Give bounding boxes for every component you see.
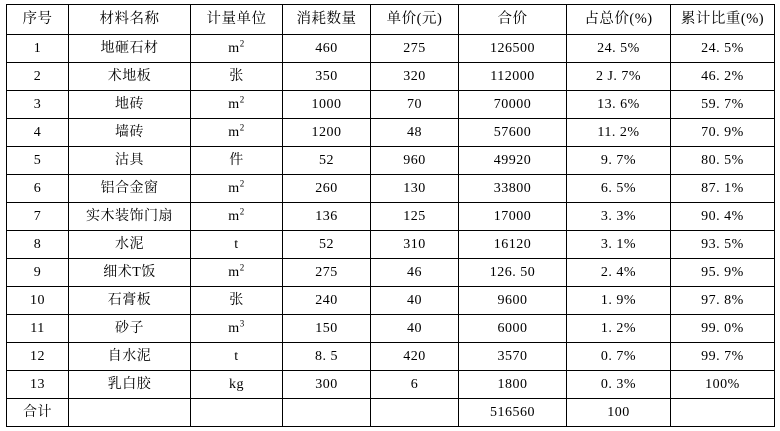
cell-unit-exponent: 2	[239, 94, 245, 105]
cell-percent: 1. 2%	[567, 315, 671, 343]
cell-unit	[191, 231, 283, 259]
total-quantity-blank	[283, 399, 371, 427]
cell-percent: 11. 2%	[567, 119, 671, 147]
cell-unit	[191, 371, 283, 399]
table-row	[7, 231, 775, 259]
cell-cumulative: 59. 7%	[671, 91, 775, 119]
cell-unit-base: m	[228, 124, 240, 140]
cell-percent: 3. 3%	[567, 203, 671, 231]
cell-amount: 126500	[459, 35, 567, 63]
cell-amount: 57600	[459, 119, 567, 147]
cell-percent: 1. 9%	[567, 287, 671, 315]
material-consumption-table	[6, 4, 775, 427]
cell-no: 13	[7, 371, 69, 399]
cell-no: 3	[7, 91, 69, 119]
cell-amount: 49920	[459, 147, 567, 175]
cell-unit-base: 张	[229, 68, 244, 84]
column-header-no: 序号	[7, 5, 69, 35]
cell-unit-exponent: 3	[239, 318, 245, 329]
cell-unit	[191, 287, 283, 315]
cell-quantity: 1200	[283, 119, 371, 147]
table-row	[7, 175, 775, 203]
cell-unit-exponent: 2	[239, 38, 245, 49]
column-header-unit: 计量单位	[191, 5, 283, 35]
cell-percent: 9. 7%	[567, 147, 671, 175]
cell-unit-exponent: 2	[239, 178, 245, 189]
total-amount: 516560	[459, 399, 567, 427]
table-row	[7, 147, 775, 175]
cell-amount: 33800	[459, 175, 567, 203]
cell-unit	[191, 35, 283, 63]
cell-no: 1	[7, 35, 69, 63]
column-header-percent: 占总价(%)	[567, 5, 671, 35]
table-row	[7, 315, 775, 343]
cell-amount: 17000	[459, 203, 567, 231]
cell-unit-exponent: 2	[239, 122, 245, 133]
cell-quantity: 136	[283, 203, 371, 231]
cell-quantity: 8. 5	[283, 343, 371, 371]
table-row	[7, 371, 775, 399]
cell-price: 420	[371, 343, 459, 371]
table-header-row	[7, 5, 775, 35]
cell-amount: 3570	[459, 343, 567, 371]
cell-unit	[191, 343, 283, 371]
cell-cumulative: 70. 9%	[671, 119, 775, 147]
table-body	[7, 35, 775, 427]
cell-cumulative: 24. 5%	[671, 35, 775, 63]
cell-name: 砂子	[69, 315, 191, 343]
column-header-quantity: 消耗数量	[283, 5, 371, 35]
cell-price: 70	[371, 91, 459, 119]
cell-quantity: 240	[283, 287, 371, 315]
cell-unit	[191, 315, 283, 343]
cell-amount: 6000	[459, 315, 567, 343]
cell-unit	[191, 63, 283, 91]
cell-quantity: 150	[283, 315, 371, 343]
table-header	[7, 5, 775, 35]
cell-name: 地砖	[69, 91, 191, 119]
cell-unit-base: m	[228, 96, 240, 112]
total-unit-blank	[191, 399, 283, 427]
cell-unit	[191, 91, 283, 119]
cell-no: 2	[7, 63, 69, 91]
cell-amount: 112000	[459, 63, 567, 91]
cell-cumulative: 90. 4%	[671, 203, 775, 231]
total-price-blank	[371, 399, 459, 427]
cell-name: 铝合金窗	[69, 175, 191, 203]
cell-unit-base: m	[228, 180, 240, 196]
cell-percent: 0. 7%	[567, 343, 671, 371]
cell-unit-exponent: 2	[239, 206, 245, 217]
table-row	[7, 91, 775, 119]
cell-cumulative: 97. 8%	[671, 287, 775, 315]
cell-unit-base: kg	[229, 376, 244, 392]
total-cumulative-blank	[671, 399, 775, 427]
table-row	[7, 203, 775, 231]
cell-name: 水泥	[69, 231, 191, 259]
cell-price: 40	[371, 287, 459, 315]
cell-cumulative: 46. 2%	[671, 63, 775, 91]
cell-price: 6	[371, 371, 459, 399]
cell-no: 7	[7, 203, 69, 231]
cell-no: 9	[7, 259, 69, 287]
cell-amount: 126. 50	[459, 259, 567, 287]
cell-quantity: 300	[283, 371, 371, 399]
cell-percent: 0. 3%	[567, 371, 671, 399]
cell-unit-base: 件	[229, 152, 244, 168]
cell-name: 乳白胶	[69, 371, 191, 399]
cell-name: 术地板	[69, 63, 191, 91]
cell-price: 960	[371, 147, 459, 175]
cell-cumulative: 99. 0%	[671, 315, 775, 343]
cell-unit-exponent: 2	[239, 262, 245, 273]
cell-name: 石膏板	[69, 287, 191, 315]
table-row	[7, 287, 775, 315]
cell-amount: 70000	[459, 91, 567, 119]
cell-cumulative: 100%	[671, 371, 775, 399]
cell-cumulative: 93. 5%	[671, 231, 775, 259]
cell-unit	[191, 259, 283, 287]
cell-unit	[191, 175, 283, 203]
cell-cumulative: 80. 5%	[671, 147, 775, 175]
cell-percent: 2 J. 7%	[567, 63, 671, 91]
column-header-amount: 合价	[459, 5, 567, 35]
cell-no: 10	[7, 287, 69, 315]
cell-price: 320	[371, 63, 459, 91]
cell-percent: 2. 4%	[567, 259, 671, 287]
cell-price: 130	[371, 175, 459, 203]
cell-percent: 3. 1%	[567, 231, 671, 259]
column-header-cumulative: 累计比重(%)	[671, 5, 775, 35]
table-total-row	[7, 399, 775, 427]
cell-percent: 24. 5%	[567, 35, 671, 63]
cell-quantity: 260	[283, 175, 371, 203]
cell-amount: 9600	[459, 287, 567, 315]
cell-unit-base: m	[228, 208, 240, 224]
cell-quantity: 350	[283, 63, 371, 91]
column-header-price: 单价(元)	[371, 5, 459, 35]
cell-cumulative: 99. 7%	[671, 343, 775, 371]
cell-cumulative: 87. 1%	[671, 175, 775, 203]
cell-amount: 16120	[459, 231, 567, 259]
cell-unit-base: m	[228, 40, 240, 56]
cell-price: 48	[371, 119, 459, 147]
column-header-name: 材料名称	[69, 5, 191, 35]
cell-percent: 6. 5%	[567, 175, 671, 203]
cell-unit	[191, 203, 283, 231]
cell-quantity: 1000	[283, 91, 371, 119]
total-label: 合计	[7, 399, 69, 427]
cell-quantity: 275	[283, 259, 371, 287]
cell-name: 自水泥	[69, 343, 191, 371]
cell-name: 实木装饰门扇	[69, 203, 191, 231]
cell-amount: 1800	[459, 371, 567, 399]
cell-unit-base: t	[234, 348, 239, 364]
cell-price: 275	[371, 35, 459, 63]
table-row	[7, 35, 775, 63]
cell-quantity: 52	[283, 231, 371, 259]
cell-no: 11	[7, 315, 69, 343]
cell-unit-base: m	[228, 320, 240, 336]
cell-price: 125	[371, 203, 459, 231]
cell-no: 12	[7, 343, 69, 371]
cell-price: 40	[371, 315, 459, 343]
table-row	[7, 343, 775, 371]
cell-name: 沽具	[69, 147, 191, 175]
table-row	[7, 63, 775, 91]
cell-price: 310	[371, 231, 459, 259]
cell-percent: 13. 6%	[567, 91, 671, 119]
cell-quantity: 460	[283, 35, 371, 63]
cell-unit	[191, 119, 283, 147]
cell-name: 细术T饭	[69, 259, 191, 287]
cell-no: 5	[7, 147, 69, 175]
cell-unit	[191, 147, 283, 175]
cell-no: 4	[7, 119, 69, 147]
table-row	[7, 259, 775, 287]
cell-name: 墙砖	[69, 119, 191, 147]
cell-price: 46	[371, 259, 459, 287]
total-percent: 100	[567, 399, 671, 427]
cell-no: 6	[7, 175, 69, 203]
table-row	[7, 119, 775, 147]
cell-quantity: 52	[283, 147, 371, 175]
total-name-blank	[69, 399, 191, 427]
cell-cumulative: 95. 9%	[671, 259, 775, 287]
cell-unit-base: m	[228, 264, 240, 280]
cell-unit-base: t	[234, 236, 239, 252]
cell-no: 8	[7, 231, 69, 259]
cell-unit-base: 张	[229, 292, 244, 308]
cell-name: 地砸石材	[69, 35, 191, 63]
